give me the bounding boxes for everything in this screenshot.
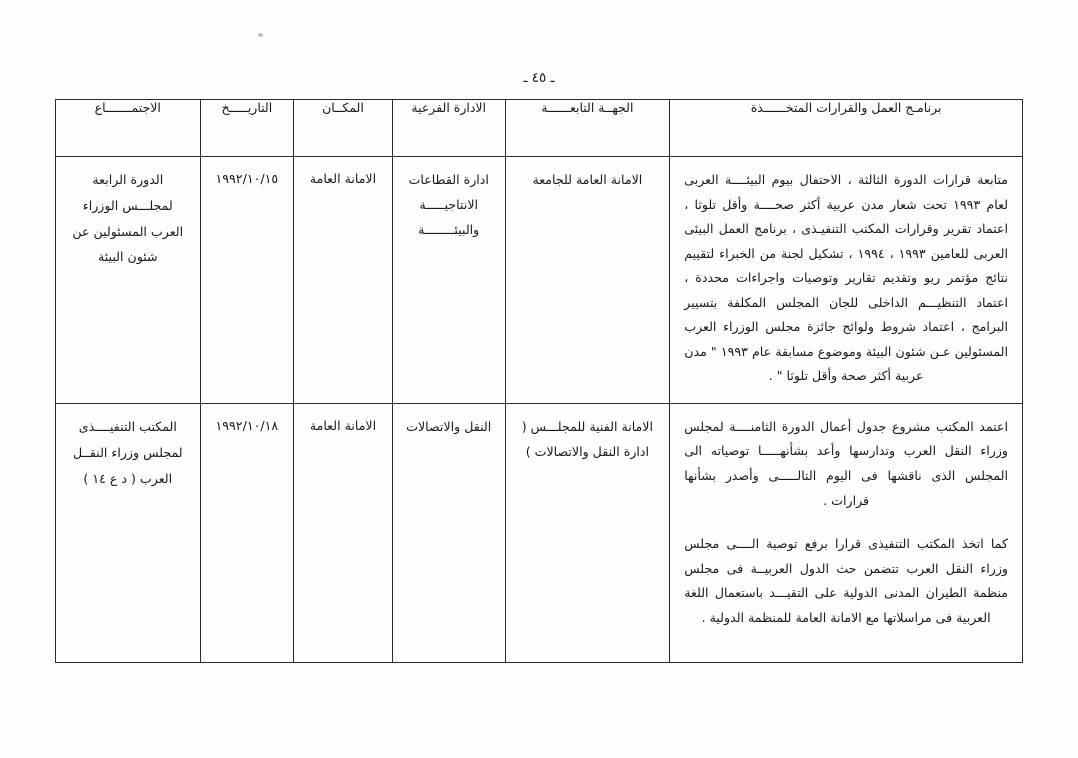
- cell-subject: [670, 157, 1023, 404]
- cell-place: [294, 403, 393, 662]
- meeting-text: المكتب التنفيــــذى لمجلس وزراء النقــل العرب ( د ع ١٤ ): [73, 418, 183, 486]
- cell-subdepartment: [392, 403, 505, 662]
- place-text: الامانة العامة: [309, 417, 377, 433]
- subject-paragraph: كما اتخذ المكتب التنفيذى قرارا برفع توصية الــــى مجلس وزراء النقل العرب تتضمن حث الدول العربيــة فى مجلس منظمة الطيران المدنى الدولية على التقيـــد باستعمال اللغة العربية فى مراسلاتها مع الامانة العامة للمنظمة الدولية .: [684, 536, 1008, 625]
- subdepartment-text: النقل والاتصالات: [406, 418, 492, 434]
- date-text: ١٩٩٢/١٠/١٨: [215, 417, 279, 433]
- column-header-subject: برنامـج العمل والقرارات المتخــــــذة: [670, 100, 1023, 157]
- cell-date: [200, 157, 294, 404]
- place-text: الامانة العامة: [309, 171, 377, 186]
- column-header-subdepartment: الادارة الفرعية: [392, 100, 505, 157]
- column-header-place: المكــان: [294, 100, 393, 157]
- cell-date: [200, 403, 294, 662]
- cell-entity: [505, 157, 670, 404]
- table-row: [56, 403, 1023, 662]
- subject-paragraph: متابعة قرارات الدورة الثالثة ، الاحتفال بيوم البيئــــة العربى لعام ١٩٩٣ تحت شعار مدن عربية أكثر صحــــة وأقل تلوثا ، اعتماد تقرير وقرارات المكتب التنفيـذى ، برنامج العمل البيئى العربى للعامين ١٩٩٣ ، ١٩٩٤ ، تشكيل لجنة من الخبراء لتقييم نتائج مؤتمر ريو وتقديم تقارير وتوصيات واجراءات محددة ، اعتماد التنظيـــم الداخلى للجان المجلس المكلفة بتسيير البرامج ، اعتماد شروط ولوائح جائزة مجلس الوزراء العرب المسئولين عـن شئون البيئة وموضوع مسابقة عام ١٩٩٣ " مدن عربية أكثر صحة وأقل تلوثا " .: [684, 172, 1009, 384]
- cell-subdepartment: [392, 157, 505, 404]
- cell-subject: [670, 403, 1023, 662]
- subdepartment-text: ادارة القطاعات الانتاجيـــــة والبيئــــــــة: [408, 172, 489, 238]
- meetings-table: [55, 99, 1023, 663]
- table-header-row: [56, 100, 1023, 157]
- scan-artifact-speck: [258, 33, 263, 37]
- subject-paragraph: اعتمد المكتب مشروع جدول أعمال الدورة الثامنــــة لمجلس وزراء النقل العرب وتدارسها وأعد بشأنهـــــا توصياته الى المجلس الذى ناقشها فى اليوم التالـــــى وأصدر بشأنها قرارات .: [684, 418, 1008, 508]
- cell-meeting: [56, 157, 201, 404]
- entity-text: الامانة الفنية للمجلـــس ( ادارة النقل والاتصالات ): [521, 418, 653, 460]
- date-text: ١٩٩٢/١٠/١٥: [215, 171, 279, 186]
- page-number: ـ ٤٥ ـ: [523, 70, 555, 86]
- column-header-meeting: الاجتمـــــــاع: [56, 100, 201, 157]
- column-header-entity: الجهــة التابعــــــة: [505, 100, 670, 157]
- meeting-text: الدورة الرابعة لمجلـــس الوزراء العرب المسئولين عن شئون البيئة: [72, 172, 184, 265]
- table-row: [56, 157, 1023, 404]
- cell-entity: [505, 403, 670, 662]
- cell-place: [294, 157, 393, 404]
- column-header-date: التاريـــــخ: [200, 100, 294, 157]
- cell-meeting: [56, 403, 201, 662]
- entity-text: الامانة العامة للجامعة: [532, 172, 643, 187]
